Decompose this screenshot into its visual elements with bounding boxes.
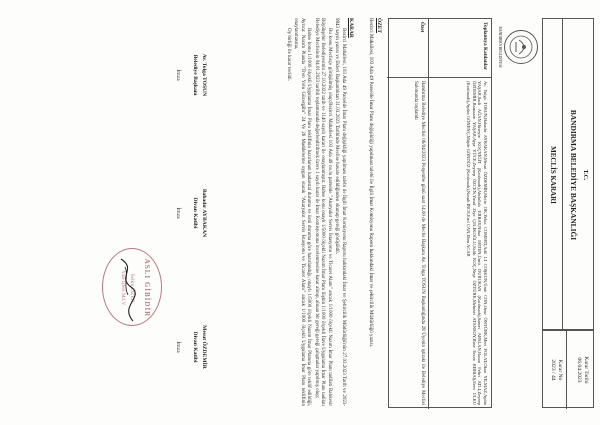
stamp-line: Yazı İşleri Md.V.: [120, 270, 126, 306]
participants-text: Av. Tolga TOSUN,Bahadır AYBAKAN,Mesut ÖZDEMİR,Metin OK,Yekta COMERT,Adil LI COŞKUN,Ümit CON,Onur ÖNTÜRK,Mert POLAT,Okan YILMAZ,Aydın YAŞAR,Sadi AĞAN,Hüseyin KOÇYİĞİT (Katılmadı),Abdullah ERBAY,Nihat ERTEN,Ümit DURUKAN (Katılmadı),Samet ARSLAN,Hasan Fehri ATLI,Zeynep ÖZDEMİR,Ramazan YAŞAR,Ayşe YÜCE,Zeynep ÖZCEN,Yusuf Ziya ÇELİKOĞLU,Salih KOÇ,Neşe ÖZTÜRK,Mehmet ATANSOY,Buse Ercan KIRBAŞ,Eren ULKU (Katılmadı),Aydan GÖNENÇ,Müjde GÖNDÜZ (Katılmadı),Nasuh İNCE,Erol CAN,Ebru ACAR: [466, 81, 488, 405]
header-tc: T.C.: [582, 169, 588, 181]
signature-sign-label: İmza: [175, 69, 182, 81]
stamp-line: Selim ÖZER: [129, 273, 135, 303]
municipality-logo: [504, 30, 538, 64]
header-document-type: MECLİS KARARI: [549, 146, 557, 204]
header-institution: BANDIRMA BELEDİYE BAŞKANLIĞI: [569, 109, 578, 241]
signature-mayor: [173, 20, 208, 130]
decision-no-value: 2023 / 44: [550, 359, 556, 381]
signature-clerk-1: [173, 158, 208, 268]
signature-title: Divan Katibi: [192, 331, 199, 363]
ozet-heading: ÖZET: [376, 18, 382, 33]
signature-name: Mesut ÖZDEMİR: [201, 325, 207, 369]
logo-caption: BANDIRMA BELEDİYESİ: [498, 26, 502, 68]
summary-text: Bandırma Belediye Meclisi 06/04/2023 Perşembe günü saat 14.00 de Meclis Başkanı Av. Tolga TOSUN Başkanlığında 28 Üyenin iştiraki ile Belediye Meclisi Salonunda toplandı: [413, 81, 425, 405]
certified-copy-stamp: [102, 248, 162, 326]
summary-label: Özet: [419, 22, 425, 33]
karar-paragraph: Oy birliği ile karar verildi.: [286, 28, 291, 81]
signature-clerk-2: [173, 292, 208, 402]
decision-date-label: Karar Tarihi: [583, 356, 589, 384]
decision-date-value: 06.04.2023: [576, 357, 582, 383]
participants-label: Toplantıya Katılanlar: [482, 22, 488, 71]
handwritten-signature-icon: [115, 255, 139, 325]
signature-sign-label: İmza: [175, 341, 182, 353]
decision-no-label: Karar No: [557, 359, 563, 381]
signature-name: Av. Tolga TOSUN: [201, 53, 207, 97]
signature-title: Belediye Başkanı: [192, 54, 199, 96]
logo-emblem-icon: [505, 31, 537, 63]
karar-paragraph: Bezirci Mahallesi, 103 Ada 49 Parselde İmar Planı değişikliği yapılması talebi ile İlgili İmar Komisyonu Raporu hakkındaki İmar ve Şehircilik Müdürlüğü'nün 27.03.2023 Tarih ve 2023-9843 sayılı yazısı ve Ekleri Başkanlıktan 31.03.2023 Tarihinde Meclise havale edildiğinden okunup gereği görüşüldü.: [334, 18, 346, 406]
karar-paragraph: Bahse konu 1/1000 ölçekli Uygulama İmar Planı teklifinin hazırlanan kadastral duruma ve üstü duruma göre hazırlandığı, onaylı 1/5000 ölçekli Nazım İmar Planına göre teklif edildiği, Ayrıca: Nazım Planda "Tren Yolu Güzergâhı" 24 Ve 26 Maddelerine uygun olarak "Akaryakıt Servis İstasyonu ve Ticaret Alanı" ancak 1/1000 ölçekli Uygulama İmar Planı teklifinin onaylanmasına,: [293, 18, 312, 406]
header-title-box: [542, 18, 594, 330]
table-row-divider: [428, 19, 429, 409]
table-col-divider: [387, 77, 491, 78]
signature-sign-label: İmza: [175, 207, 182, 219]
karar-paragraph: Bu konu Meclisçe görüşülmüş olup;Bezirci Mahallesi 103 Ada 49 no.lu parselde "Akaryakıt Servis İstasyonu ve Ticaret Alanı" ancak 1/1000 ölçekli Nazım İmar Planı tadilatı Balıkesir Büyükşehir Belediyesinin 27.10.2022 tarih ve 1140 sayılı kararı ile onaylanmıştır. Bahse konu onaylı 1/5000 ölçekli Nazım İmar Planı ilişkin 1/1000 ölçekli İlave Uygulama İmar Planı tadilatı Belediye Meclisinin 04.01.2023 tarihli toplantısında değerlendirilmek üzere 1 sayılı karar ile İmar Komisyonuna incelenmesine karar alınıp, alınan bir gereği gereği çalışmalar yapılmış olup;: [314, 18, 332, 406]
header-meta-box: [542, 330, 594, 408]
header-divider: [562, 19, 563, 331]
ozet-text: Bezirci Mahallesi, 103 Ada 49 Parselde İmar Planı değişikliği yapılması talebi ile İlgili İmar Komisyonu Raporu hakkındaki İmar ve şehircilik Müdürlüğü yazısı.: [368, 18, 374, 348]
meeting-info-table: [388, 18, 492, 408]
karar-heading: KARAR: [348, 18, 354, 38]
karar-body: [284, 18, 347, 406]
signature-title: Divan Katibi: [192, 197, 199, 229]
stamp-line: ASLI GİBİDİR: [143, 258, 151, 318]
meta-divider: [566, 331, 567, 409]
signature-name: Bahadır AYBAKAN: [201, 188, 207, 238]
